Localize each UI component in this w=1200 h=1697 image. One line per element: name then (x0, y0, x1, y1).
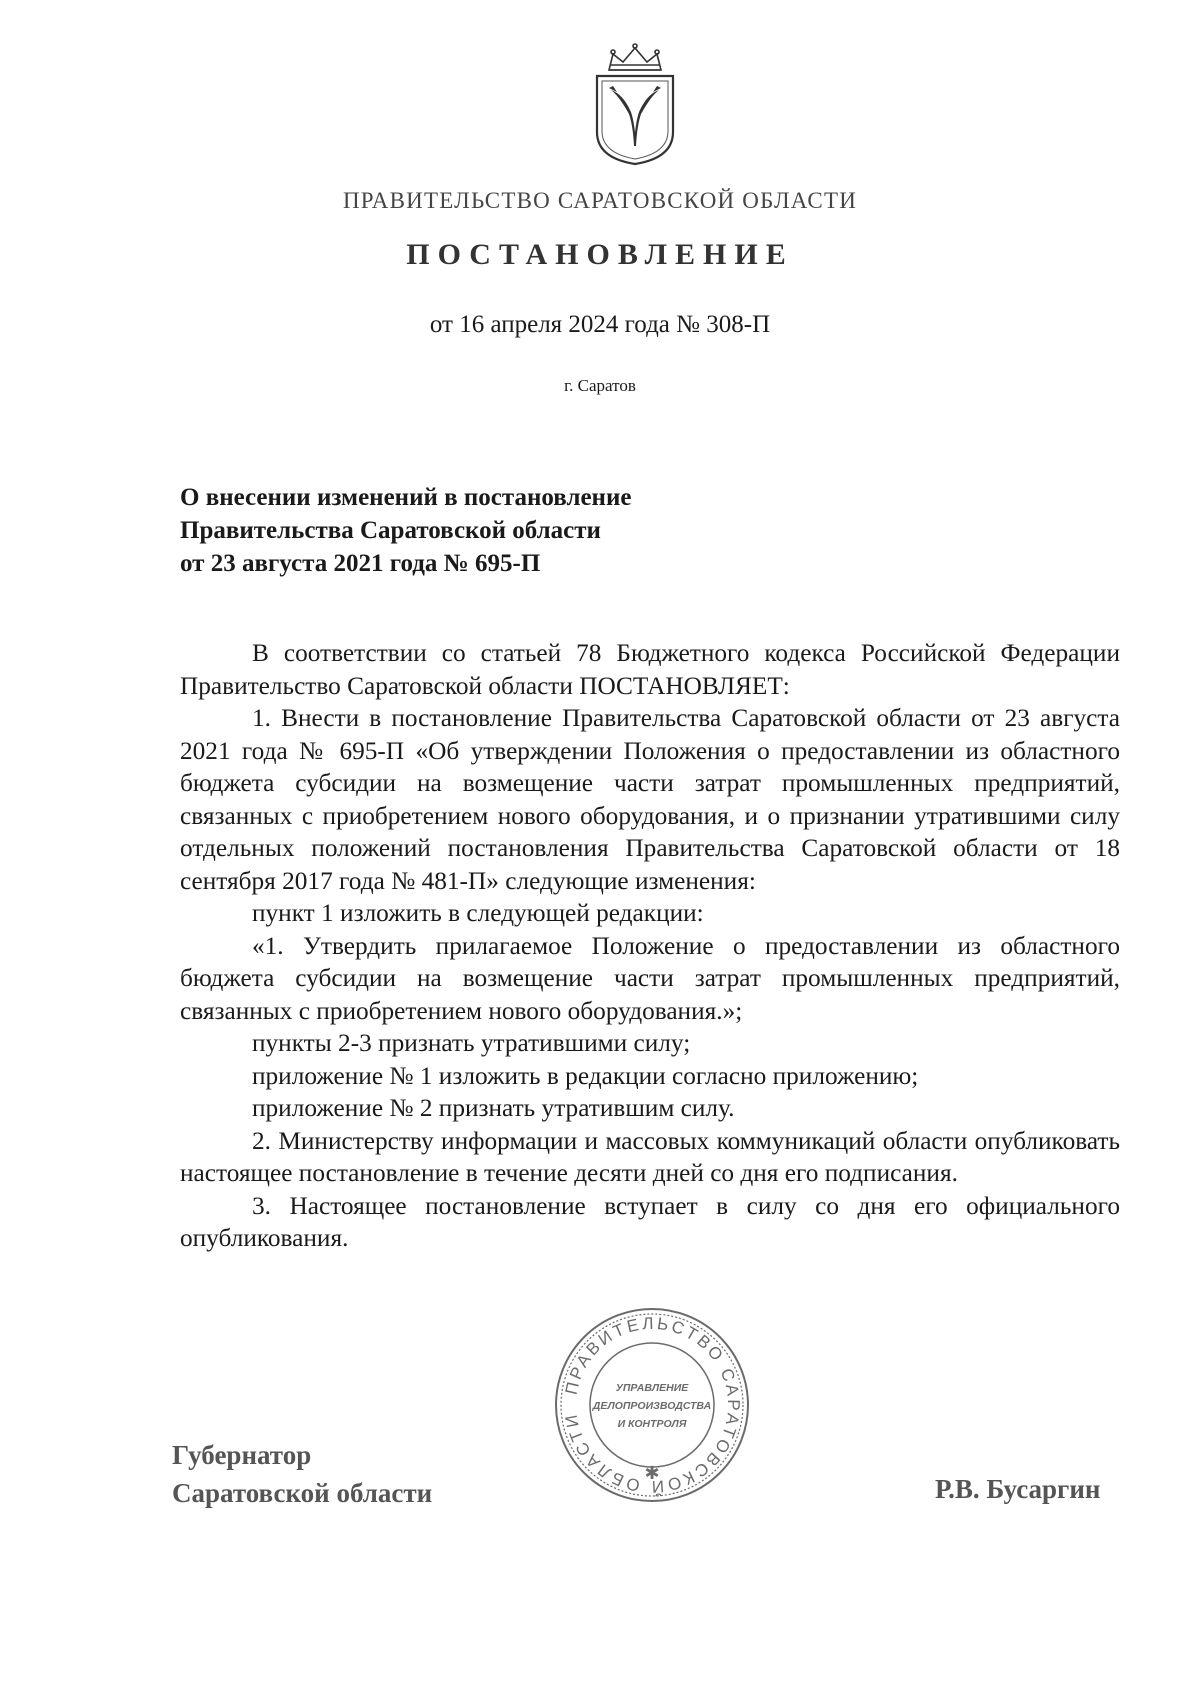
body-paragraph: пункт 1 изложить в следующей редакции: (252, 899, 704, 927)
subject-line: от 23 августа 2021 года № 695-П (180, 550, 541, 577)
document-city: г. Саратов (564, 376, 636, 395)
body-paragraph: В соответствии со статьей 78 Бюджетного кодекса Российской Федерации Правительство Саратовской области ПОСТАНОВЛЯЕТ: (180, 639, 1120, 700)
stamp-star-icon: ✱ (644, 1463, 660, 1483)
body-paragraph: приложение № 2 признать утратившим силу. (252, 1094, 735, 1122)
body-paragraph: пункты 2-3 признать утратившими силу; (252, 1029, 691, 1057)
body-paragraph: приложение № 1 изложить в редакции согласно приложению; (252, 1061, 919, 1090)
body-paragraph: 2. Министерству информации и массовых коммуникаций области опубликовать настоящее постановление в течение десяти дней со дня его подписания. (180, 1126, 1120, 1187)
document-date-number: от 16 апреля 2024 года № 308-П (429, 311, 771, 338)
official-stamp (552, 1305, 752, 1505)
subject-line: Правительства Саратовской области (180, 517, 601, 544)
subject-line: О внесении изменений в постановление (180, 484, 632, 511)
stamp-outer-text: ПРАВИТЕЛЬСТВО САРАТОВСКОЙ ОБЛАСТИ (561, 1313, 744, 1497)
signatory-name: Р.В. Бусаргин (935, 1474, 1101, 1504)
body-paragraph: 1. Внести в постановление Правительства Саратовской области от 23 августа 2021 года № 695-П «Об утверждении Положения о предоставлении из областного бюджета субсидии на возмещение части затрат промышленных предприятий, связанных с приобретением нового оборудования, и о признании утратившими силу отдельных положений постановления Правительства Саратовской области от 18 сентября 2017 года № 481-П» следующие изменения: (180, 704, 1120, 895)
document-body (180, 637, 1120, 1255)
government-name: ПРАВИТЕЛЬСТВО САРАТОВСКОЙ ОБЛАСТИ (342, 188, 858, 213)
stamp-inner-line: ДЕЛОПРОИЗВОДСТВА (592, 1400, 712, 1412)
document-type: ПОСТАНОВЛЕНИЕ (406, 238, 794, 271)
document-subject (180, 481, 631, 580)
signatory-position-line: Саратовской области (172, 1478, 433, 1508)
signatory-position (172, 1436, 432, 1512)
body-paragraph: «1. Утвердить прилагаемое Положение о предоставлении из областного бюджета субсидии на возмещение части затрат промышленных предприятий, связанных с приобретением нового оборудования.»; (180, 931, 1120, 1025)
coat-of-arms-icon (589, 40, 681, 168)
stamp-inner-line: И КОНТРОЛЯ (617, 1418, 687, 1430)
body-paragraph: 3. Настоящее постановление вступает в силу со дня его официального опубликования. (180, 1191, 1120, 1252)
stamp-inner-line: УПРАВЛЕНИЕ (615, 1382, 689, 1394)
signatory-position-line: Губернатор (172, 1440, 312, 1470)
